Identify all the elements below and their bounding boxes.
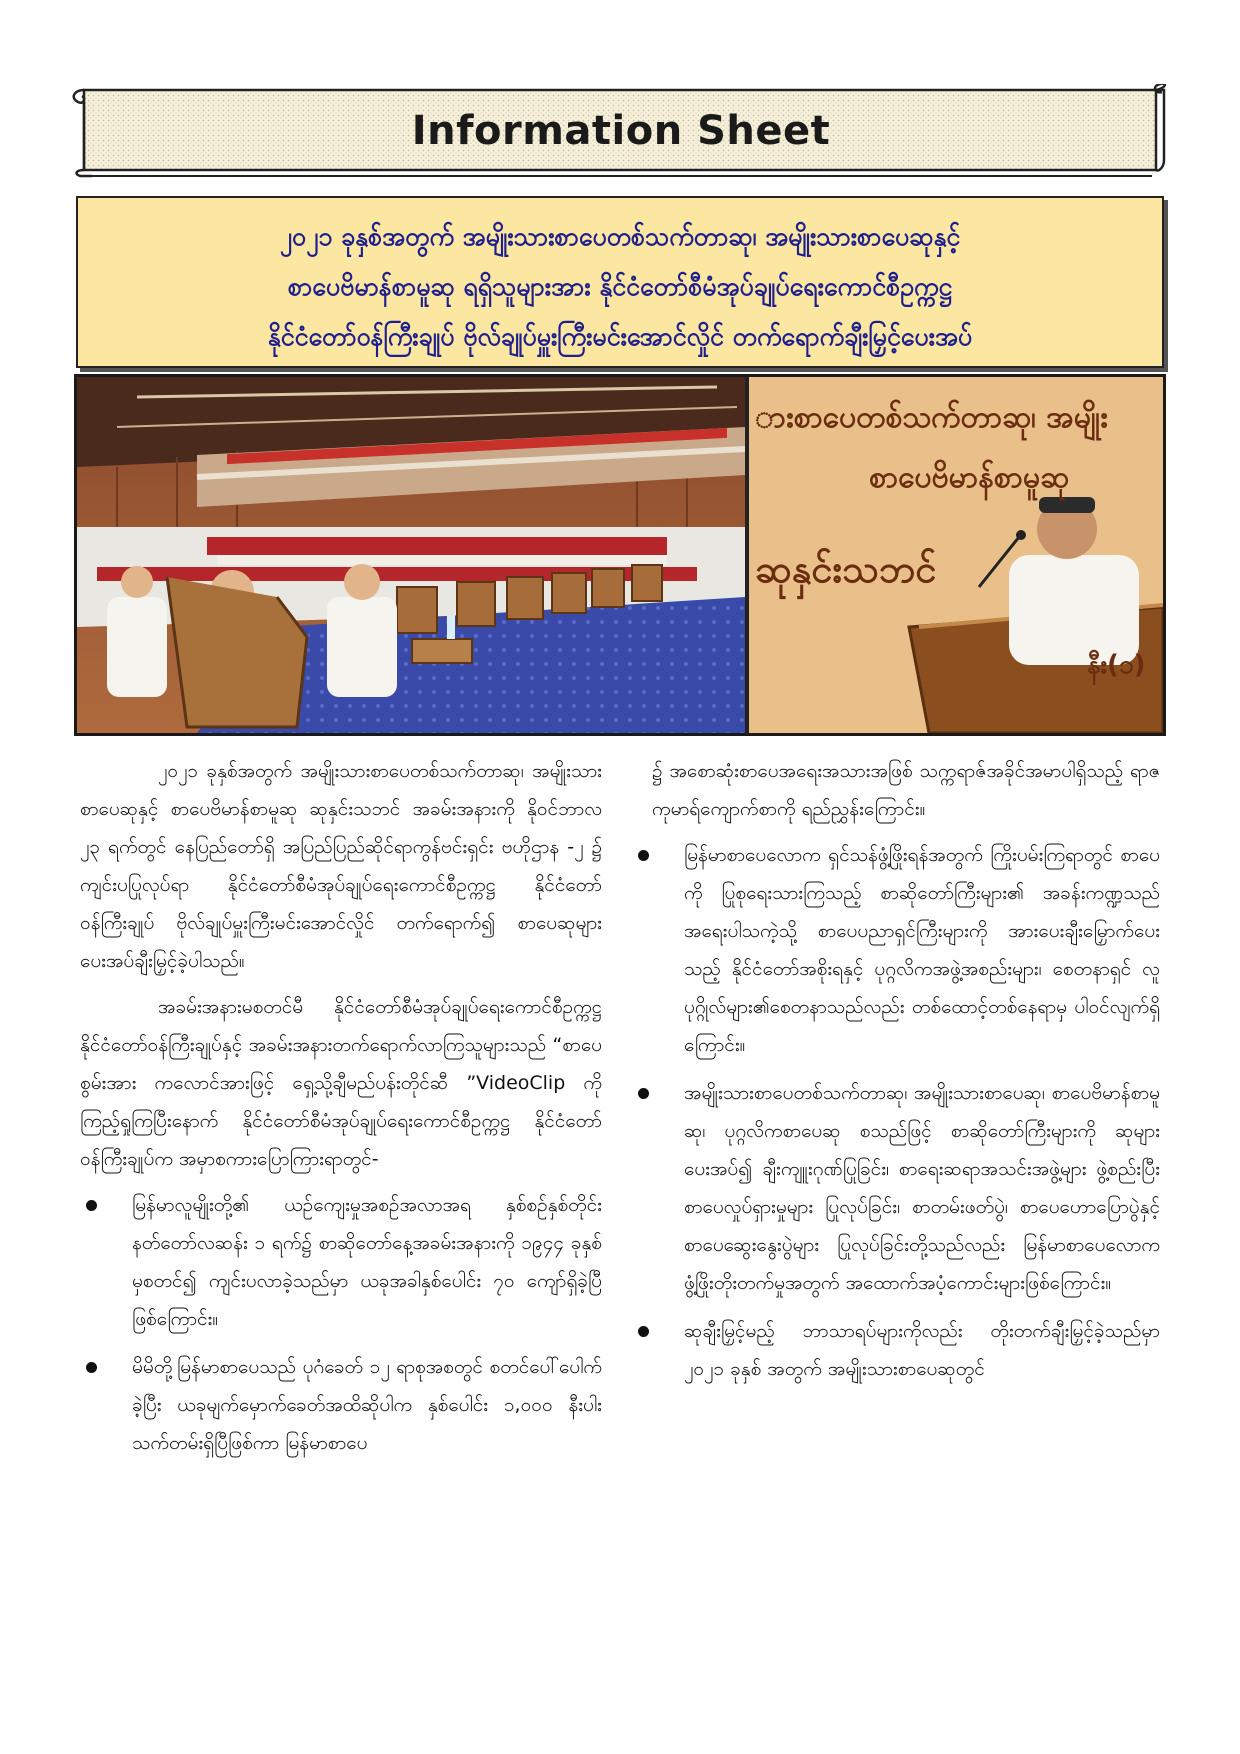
right-column: [632, 752, 1160, 1398]
list-item: [632, 836, 1160, 1064]
paragraph-continued: ၌ အစောဆုံးစာပေအရေးအသားအဖြစ် သက္ကရာဇ်အခိုင်အမာပါရှိသည့် ရာဇကုမာရ်ကျောက်စာကို ရည်ညွှန်းကြောင်း။: [652, 760, 1160, 820]
speaker-photo: [749, 377, 1163, 733]
bullet-text: ဆုချီးမြှင့်မည့် ဘာသာရပ်များကိုလည်း တိုးတက်ချီးမြှင့်ခဲ့သည်မှာ ၂၀၂၁ ခုနှစ် အတွက် အမျိုးသားစာပေဆုတွင်: [684, 1320, 1160, 1380]
paragraph-2: အခမ်းအနားမစတင်မီ နိုင်ငံတော်စီမံအုပ်ချုပ်ရေးကောင်စီဥက္ကဋ္ဌ နိုင်ငံတော်ဝန်ကြီးချုပ်နှင့် အခမ်းအနားတက်ရောက်လာကြသူများသည် “စာပေစွမ်းအား ကလောင်အားဖြင့် ရှေ့သို့ချီမည်ပန်းတိုင်ဆီ ”VideoClip ကို ကြည့်ရှုကြပြီးနောက် နိုင်ငံတော်စီမံအုပ်ချုပ်ရေးကောင်စီဥက္ကဋ္ဌ နိုင်ငံတော်ဝန်ကြီးချုပ်က အမှာစကားပြောကြားရာတွင်-: [80, 996, 602, 1170]
bullet-text: မြန်မာလူမျိုးတို့၏ ယဉ်ကျေးမှုအစဉ်အလာအရ နှစ်စဉ်နှစ်တိုင်း နတ်တော်လဆန်း ၁ ရက်၌ စာဆိုတော်နေ့အခမ်းအနားကို ၁၉၄၄ ခုနှစ်မှစတင်၍ ကျင်းပလာခဲ့သည်မှာ ယခုအခါနှစ်ပေါင်း ၇၀ ကျော်ရှိခဲ့ပြီဖြစ်ကြောင်း။: [132, 1194, 602, 1330]
banner-text-4: နီး(၁): [1087, 650, 1146, 680]
banner-text-2: စာပေဗိမာန်စာမူဆု: [869, 460, 1070, 495]
headline-line-1: ၂၀၂၁ ခုနှစ်အတွက် အမျိုးသားစာပေတစ်သက်တာဆု၊ အမျိုးသားစာပေဆုနှင့်: [279, 222, 961, 251]
bullet-icon: [638, 1326, 649, 1337]
bullet-icon: [86, 1200, 97, 1211]
bullet-text: အမျိုးသားစာပေတစ်သက်တာဆု၊ အမျိုးသားစာပေဆု၊ စာပေဗိမာန်စာမူဆု၊ ပုဂ္ဂလိကစာပေဆု စသည်ဖြင့် စာဆိုတော်ကြီးများကို ဆုများပေးအပ်၍ ချီးကျူးဂုဏ်ပြုခြင်း၊ စာရေးဆရာအသင်းအဖွဲ့များ ဖွဲ့စည်းပြီး စာပေလှုပ်ရှားမှုများ ပြုလုပ်ခြင်း၊ စာတမ်းဖတ်ပွဲ၊ စာပေဟောပြောပွဲနှင့် စာပေဆွေးနွေးပွဲများ ပြုလုပ်ခြင်းတို့သည်လည်း မြန်မာစာပေလောကဖွံ့ဖြိုးတိုးတက်မှုအတွက် အထောက်အပံ့ကောင်းများဖြစ်ကြောင်း။: [684, 1082, 1160, 1294]
title-banner: [72, 84, 1170, 178]
photo-strip: [74, 374, 1166, 736]
bullet-icon: [638, 1088, 649, 1099]
bullet-icon: [638, 850, 649, 861]
list-item: [632, 1312, 1160, 1388]
paragraph-1: ၂၀၂၁ ခုနှစ်အတွက် အမျိုးသားစာပေတစ်သက်တာဆု၊ အမျိုးသားစာပေဆုနှင့် စာပေဗိမာန်စာမူဆု ဆုနှင်းသဘင် အခမ်းအနားကို နိုဝင်ဘာလ ၂၃ ရက်တွင် နေပြည်တော်ရှိ အပြည်ပြည်ဆိုင်ရာကွန်ဗင်းရှင်း ဗဟိုဌာန -၂ ၌ ကျင်းပပြုလုပ်ရာ နိုင်ငံတော်စီမံအုပ်ချုပ်ရေးကောင်စီဥက္ကဋ္ဌ နိုင်ငံတော်ဝန်ကြီးချုပ် ဗိုလ်ချုပ်မှူးကြီးမင်းအောင်လှိုင် တက်ရောက်၍ စာပေဆုများပေးအပ်ချီးမြှင့်ခဲ့ပါသည်။: [80, 760, 602, 972]
headline-box: [76, 196, 1164, 368]
headline-line-2: စာပေဗိမာန်စာမူဆု ရရှိသူများအား နိုင်ငံတော်စီမံအုပ်ချုပ်ရေးကောင်စီဥက္ကဋ္ဌ: [287, 272, 953, 301]
list-item: [80, 1348, 602, 1462]
bullet-text: မိမိတို့မြန်မာစာပေသည် ပုဂံခေတ် ၁၂ ရာစုအစတွင် စတင်ပေါ်ပေါက်ခဲ့ပြီး ယခုမျက်မှောက်ခေတ်အထိဆိုပါက နှစ်ပေါင်း ၁,၀၀၀ နီးပါး သက်တမ်းရှိပြီဖြစ်ကာ မြန်မာစာပေ: [132, 1356, 602, 1454]
list-item: [632, 1074, 1160, 1302]
page-title: Information Sheet: [411, 108, 831, 154]
banner-text-1: ားစာပေတစ်သက်တာဆု၊ အမျိုး: [755, 400, 1108, 435]
left-column: [80, 752, 602, 1472]
headline-line-3: နိုင်ငံတော်ဝန်ကြီးချုပ် ဗိုလ်ချုပ်မှူးကြီးမင်းအောင်လှိုင် တက်ရောက်ချီးမြှင့်ပေးအပ်: [267, 322, 973, 351]
banner-text-3: ဆုနှင်းသဘင်: [755, 547, 937, 591]
bullet-icon: [86, 1362, 97, 1373]
auditorium-photo: [77, 377, 745, 733]
list-item: [80, 1186, 602, 1338]
bullet-text: မြန်မာစာပေလောက ရှင်သန်ဖွံ့ဖြိုးရန်အတွက် ကြိုးပမ်းကြရာတွင် စာပေကို ပြုစုရေးသားကြသည့် စာဆိုတော်ကြီးများ၏ အခန်းကဏ္ဍသည် အရေးပါသကဲ့သို့ စာပေပညာရှင်ကြီးများကို အားပေးချီးမြှောက်ပေးသည့် နိုင်ငံတော်အစိုးရနှင့် ပုဂ္ဂလိကအဖွဲ့အစည်းများ၊ စေတနာရှင် လူပုဂ္ဂိုလ်များ၏စေတနာသည်လည်း တစ်ထောင့်တစ်နေရာမှ ပါဝင်လျက်ရှိကြောင်း။: [684, 844, 1160, 1056]
